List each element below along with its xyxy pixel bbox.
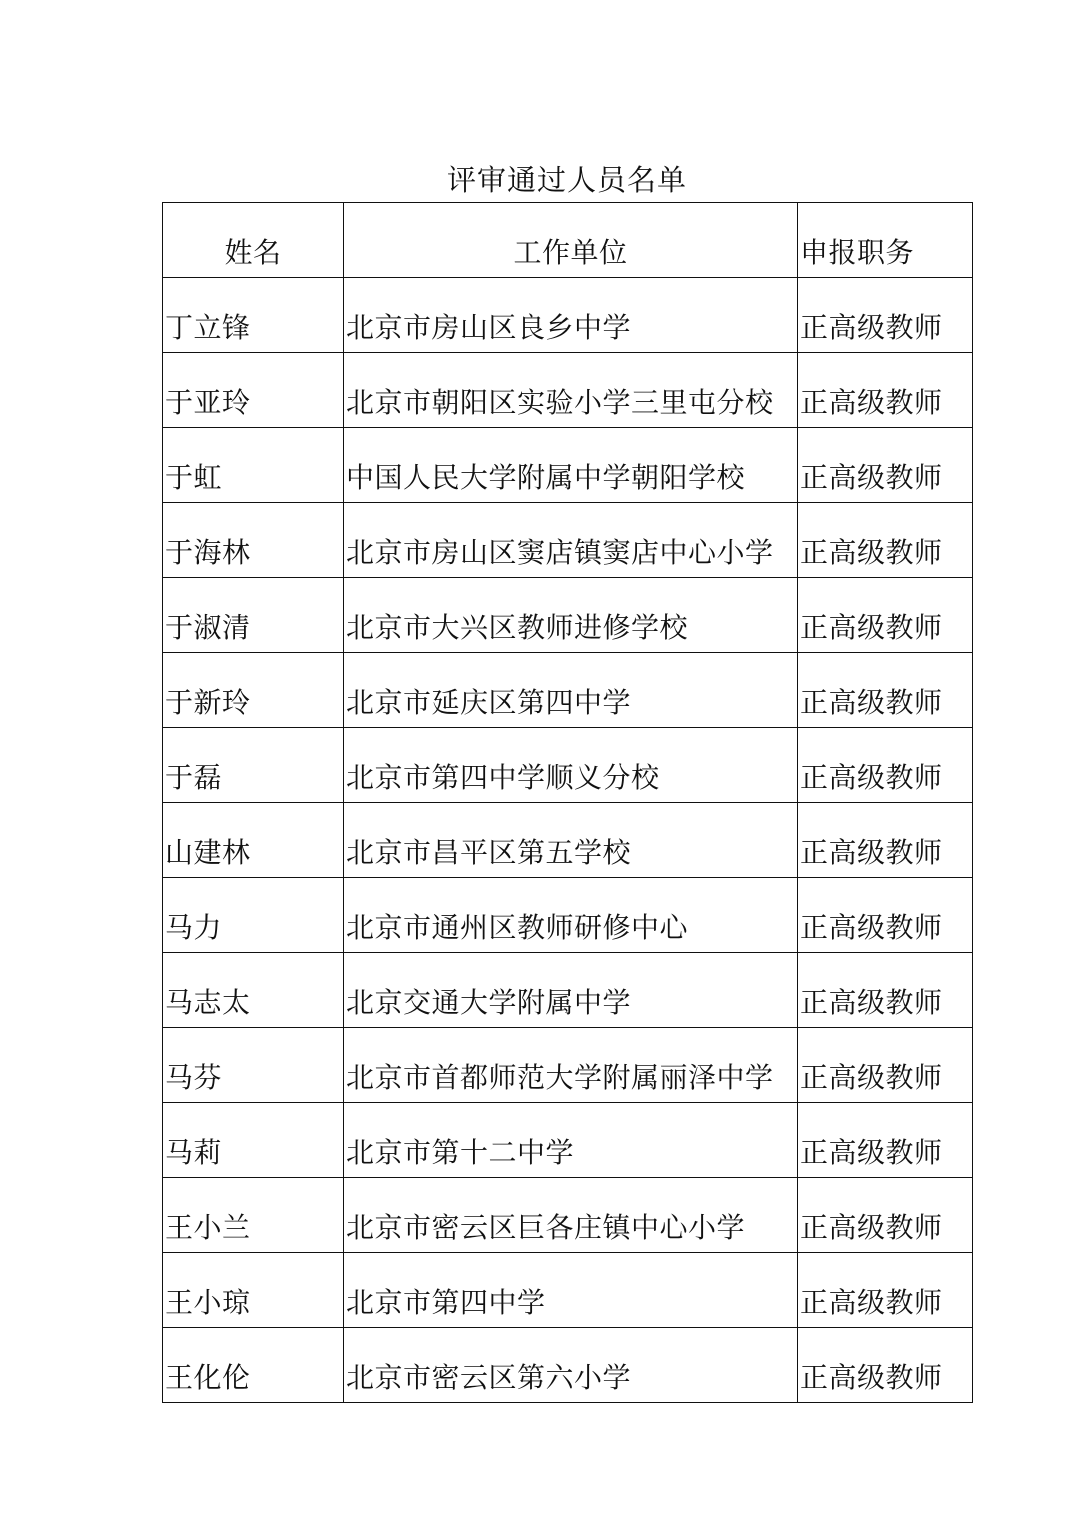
cell-workplace: 北京市通州区教师研修中心 [344, 878, 798, 953]
cell-name: 于淑清 [163, 578, 344, 653]
table-row [163, 1028, 973, 1103]
table-row [163, 503, 973, 578]
table-row [163, 1328, 973, 1403]
table-row [163, 278, 973, 353]
table-row [163, 428, 973, 503]
cell-name: 山建林 [163, 803, 344, 878]
cell-workplace: 中国人民大学附属中学朝阳学校 [344, 428, 798, 503]
cell-workplace: 北京市第四中学顺义分校 [344, 728, 798, 803]
table-header-row [163, 203, 973, 278]
table-row [163, 1253, 973, 1328]
cell-position: 正高级教师 [798, 878, 973, 953]
cell-position: 正高级教师 [798, 653, 973, 728]
cell-name: 丁立锋 [163, 278, 344, 353]
cell-workplace: 北京市朝阳区实验小学三里屯分校 [344, 353, 798, 428]
cell-position: 正高级教师 [798, 578, 973, 653]
cell-position: 正高级教师 [798, 278, 973, 353]
cell-position: 正高级教师 [798, 1178, 973, 1253]
table-row [163, 653, 973, 728]
cell-position: 正高级教师 [798, 428, 973, 503]
table-row [163, 803, 973, 878]
header-workplace: 工作单位 [344, 203, 798, 278]
table-row [163, 1178, 973, 1253]
cell-name: 于磊 [163, 728, 344, 803]
cell-workplace: 北京交通大学附属中学 [344, 953, 798, 1028]
cell-name: 马芬 [163, 1028, 344, 1103]
cell-position: 正高级教师 [798, 1028, 973, 1103]
header-name: 姓名 [163, 203, 344, 278]
table-row [163, 728, 973, 803]
roster-table [162, 202, 973, 1403]
cell-name: 马力 [163, 878, 344, 953]
cell-name: 王化伦 [163, 1328, 344, 1403]
cell-workplace: 北京市第十二中学 [344, 1103, 798, 1178]
cell-position: 正高级教师 [798, 803, 973, 878]
cell-position: 正高级教师 [798, 353, 973, 428]
cell-name: 马莉 [163, 1103, 344, 1178]
cell-name: 于亚玲 [163, 353, 344, 428]
cell-position: 正高级教师 [798, 728, 973, 803]
table-row [163, 353, 973, 428]
cell-position: 正高级教师 [798, 953, 973, 1028]
cell-name: 王小琼 [163, 1253, 344, 1328]
table-row [163, 578, 973, 653]
cell-workplace: 北京市密云区巨各庄镇中心小学 [344, 1178, 798, 1253]
cell-workplace: 北京市房山区良乡中学 [344, 278, 798, 353]
cell-name: 于虹 [163, 428, 344, 503]
cell-workplace: 北京市大兴区教师进修学校 [344, 578, 798, 653]
cell-workplace: 北京市第四中学 [344, 1253, 798, 1328]
cell-name: 王小兰 [163, 1178, 344, 1253]
header-position: 申报职务 [798, 203, 973, 278]
table-row [163, 878, 973, 953]
cell-workplace: 北京市首都师范大学附属丽泽中学 [344, 1028, 798, 1103]
cell-name: 于海林 [163, 503, 344, 578]
page-title: 评审通过人员名单 [446, 163, 687, 197]
cell-name: 于新玲 [163, 653, 344, 728]
cell-position: 正高级教师 [798, 1103, 973, 1178]
cell-workplace: 北京市昌平区第五学校 [344, 803, 798, 878]
cell-name: 马志太 [163, 953, 344, 1028]
table-row [163, 953, 973, 1028]
cell-workplace: 北京市房山区窦店镇窦店中心小学 [344, 503, 798, 578]
cell-position: 正高级教师 [798, 503, 973, 578]
cell-position: 正高级教师 [798, 1328, 973, 1403]
table-row [163, 1103, 973, 1178]
cell-position: 正高级教师 [798, 1253, 973, 1328]
cell-workplace: 北京市延庆区第四中学 [344, 653, 798, 728]
cell-workplace: 北京市密云区第六小学 [344, 1328, 798, 1403]
